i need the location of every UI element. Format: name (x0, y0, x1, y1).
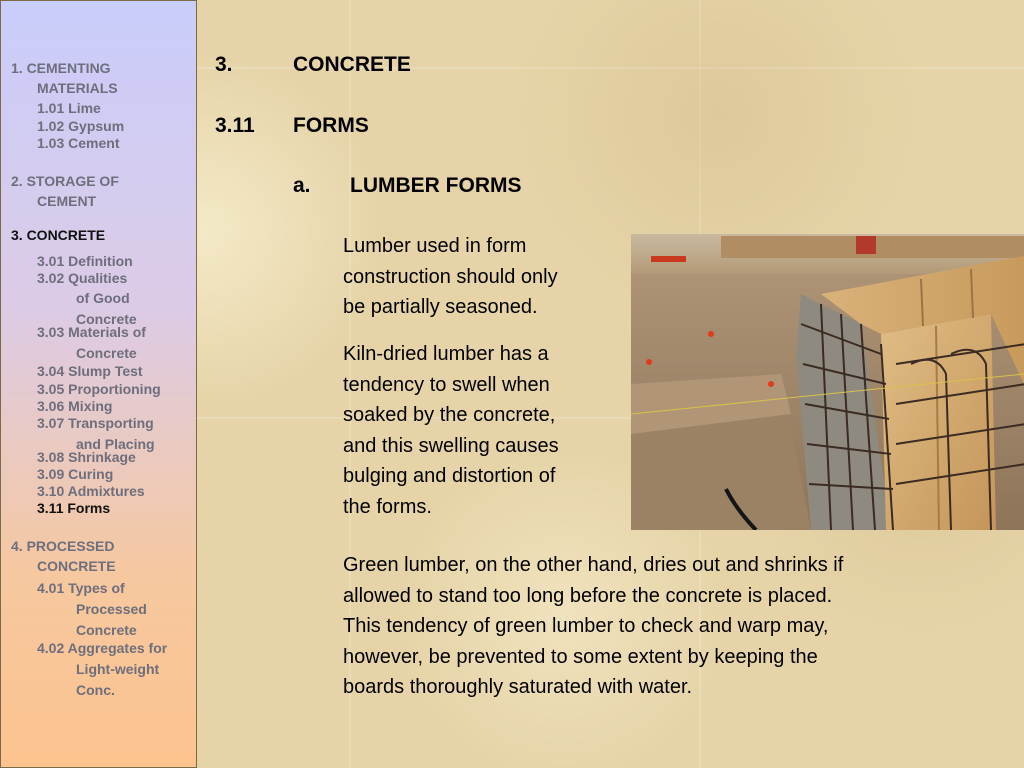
nav-section-storage-of-cement[interactable]: 2. STORAGE OF (11, 173, 119, 189)
nav-item-aggregates-cont2[interactable]: Conc. (76, 682, 115, 698)
nav-item-qualities-cont1[interactable]: of Good (76, 290, 130, 306)
nav-section-storage-of-cement-line2[interactable]: CEMENT (37, 193, 97, 209)
nav-item-types-cont1[interactable]: Processed (76, 601, 147, 617)
nav-section-concrete[interactable]: 3. CONCRETE (11, 227, 106, 243)
nav-item-types-cont2[interactable]: Concrete (76, 622, 137, 638)
paragraph-line: Green lumber, on the other hand, dries out and shrinks if (343, 554, 844, 576)
nav-item-mixing[interactable]: 3.06 Mixing (37, 398, 113, 414)
nav-item-definition[interactable]: 3.01 Definition (37, 253, 133, 269)
paragraph-line: allowed to stand too long before the concrete is placed. (343, 584, 833, 607)
paragraph-line: however, be prevented to some extent by keeping the (343, 645, 818, 668)
lumber-forms-illustration (631, 234, 1024, 530)
nav-item-lime[interactable]: 1.01 Lime (37, 100, 101, 116)
section-number: 3.11 (215, 114, 255, 137)
subsection-letter: a. (293, 174, 311, 197)
nav-item-proportioning[interactable]: 3.05 Proportioning (37, 381, 161, 397)
paragraph-kiln-dried (343, 339, 559, 522)
paragraph-line: be partially seasoned. (343, 296, 538, 318)
nav-item-types-of-processed[interactable]: 4.01 Types of (37, 580, 125, 596)
nav-section-processed-concrete[interactable]: 4. PROCESSED (11, 538, 115, 554)
section-title: FORMS (293, 114, 369, 137)
nav-section-processed-concrete-line2[interactable]: CONCRETE (37, 558, 116, 574)
nav-item-admixtures[interactable]: 3.10 Admixtures (37, 483, 145, 499)
nav-item-shrinkage[interactable]: 3.08 Shrinkage (37, 449, 136, 465)
nav-item-cement[interactable]: 1.03 Cement (37, 135, 120, 151)
paragraph-line: the forms. (343, 495, 432, 518)
paragraph-green-lumber (343, 550, 843, 703)
nav-item-transporting-cont[interactable]: and Placing (76, 436, 155, 452)
paragraph-line: This tendency of green lumber to check and warp may, (343, 615, 829, 637)
nav-section-cementing-materials-line2[interactable]: MATERIALS (37, 80, 118, 96)
paragraph-line: boards thoroughly saturated with water. (343, 676, 693, 698)
lumber-forms-photo (631, 234, 1024, 530)
paragraph-line: Lumber used in form (343, 235, 527, 257)
nav-item-qualities-cont2[interactable]: Concrete (76, 311, 137, 327)
paragraph-line: construction should only (343, 265, 558, 288)
nav-item-materials-cont[interactable]: Concrete (76, 345, 137, 361)
paragraph-line: tendency to swell when (343, 373, 550, 396)
nav-item-gypsum[interactable]: 1.02 Gypsum (37, 118, 125, 134)
nav-item-aggregates[interactable]: 4.02 Aggregates for (37, 640, 168, 656)
paragraph-seasoning (343, 231, 558, 323)
nav-item-slump-test[interactable]: 3.04 Slump Test (37, 363, 143, 379)
nav-item-forms[interactable]: 3.11 Forms (37, 500, 111, 516)
nav-item-qualities[interactable]: 3.02 Qualities (37, 270, 128, 286)
paragraph-line: Kiln-dried lumber has a (343, 343, 549, 365)
nav-section-cementing-materials[interactable]: 1. CEMENTING (11, 60, 111, 76)
sidebar-nav (0, 0, 197, 768)
nav-item-materials[interactable]: 3.03 Materials of (37, 324, 146, 340)
chapter-title: CONCRETE (293, 53, 411, 76)
paragraph-line: soaked by the concrete, (343, 404, 556, 426)
chapter-number: 3. (215, 53, 233, 76)
paragraph-line: bulging and distortion of (343, 465, 556, 487)
nav-item-transporting[interactable]: 3.07 Transporting (37, 415, 154, 431)
nav-item-aggregates-cont1[interactable]: Light-weight (76, 661, 160, 677)
paragraph-line: and this swelling causes (343, 434, 559, 457)
subsection-title: LUMBER FORMS (350, 174, 522, 197)
nav-item-curing[interactable]: 3.09 Curing (37, 466, 114, 482)
